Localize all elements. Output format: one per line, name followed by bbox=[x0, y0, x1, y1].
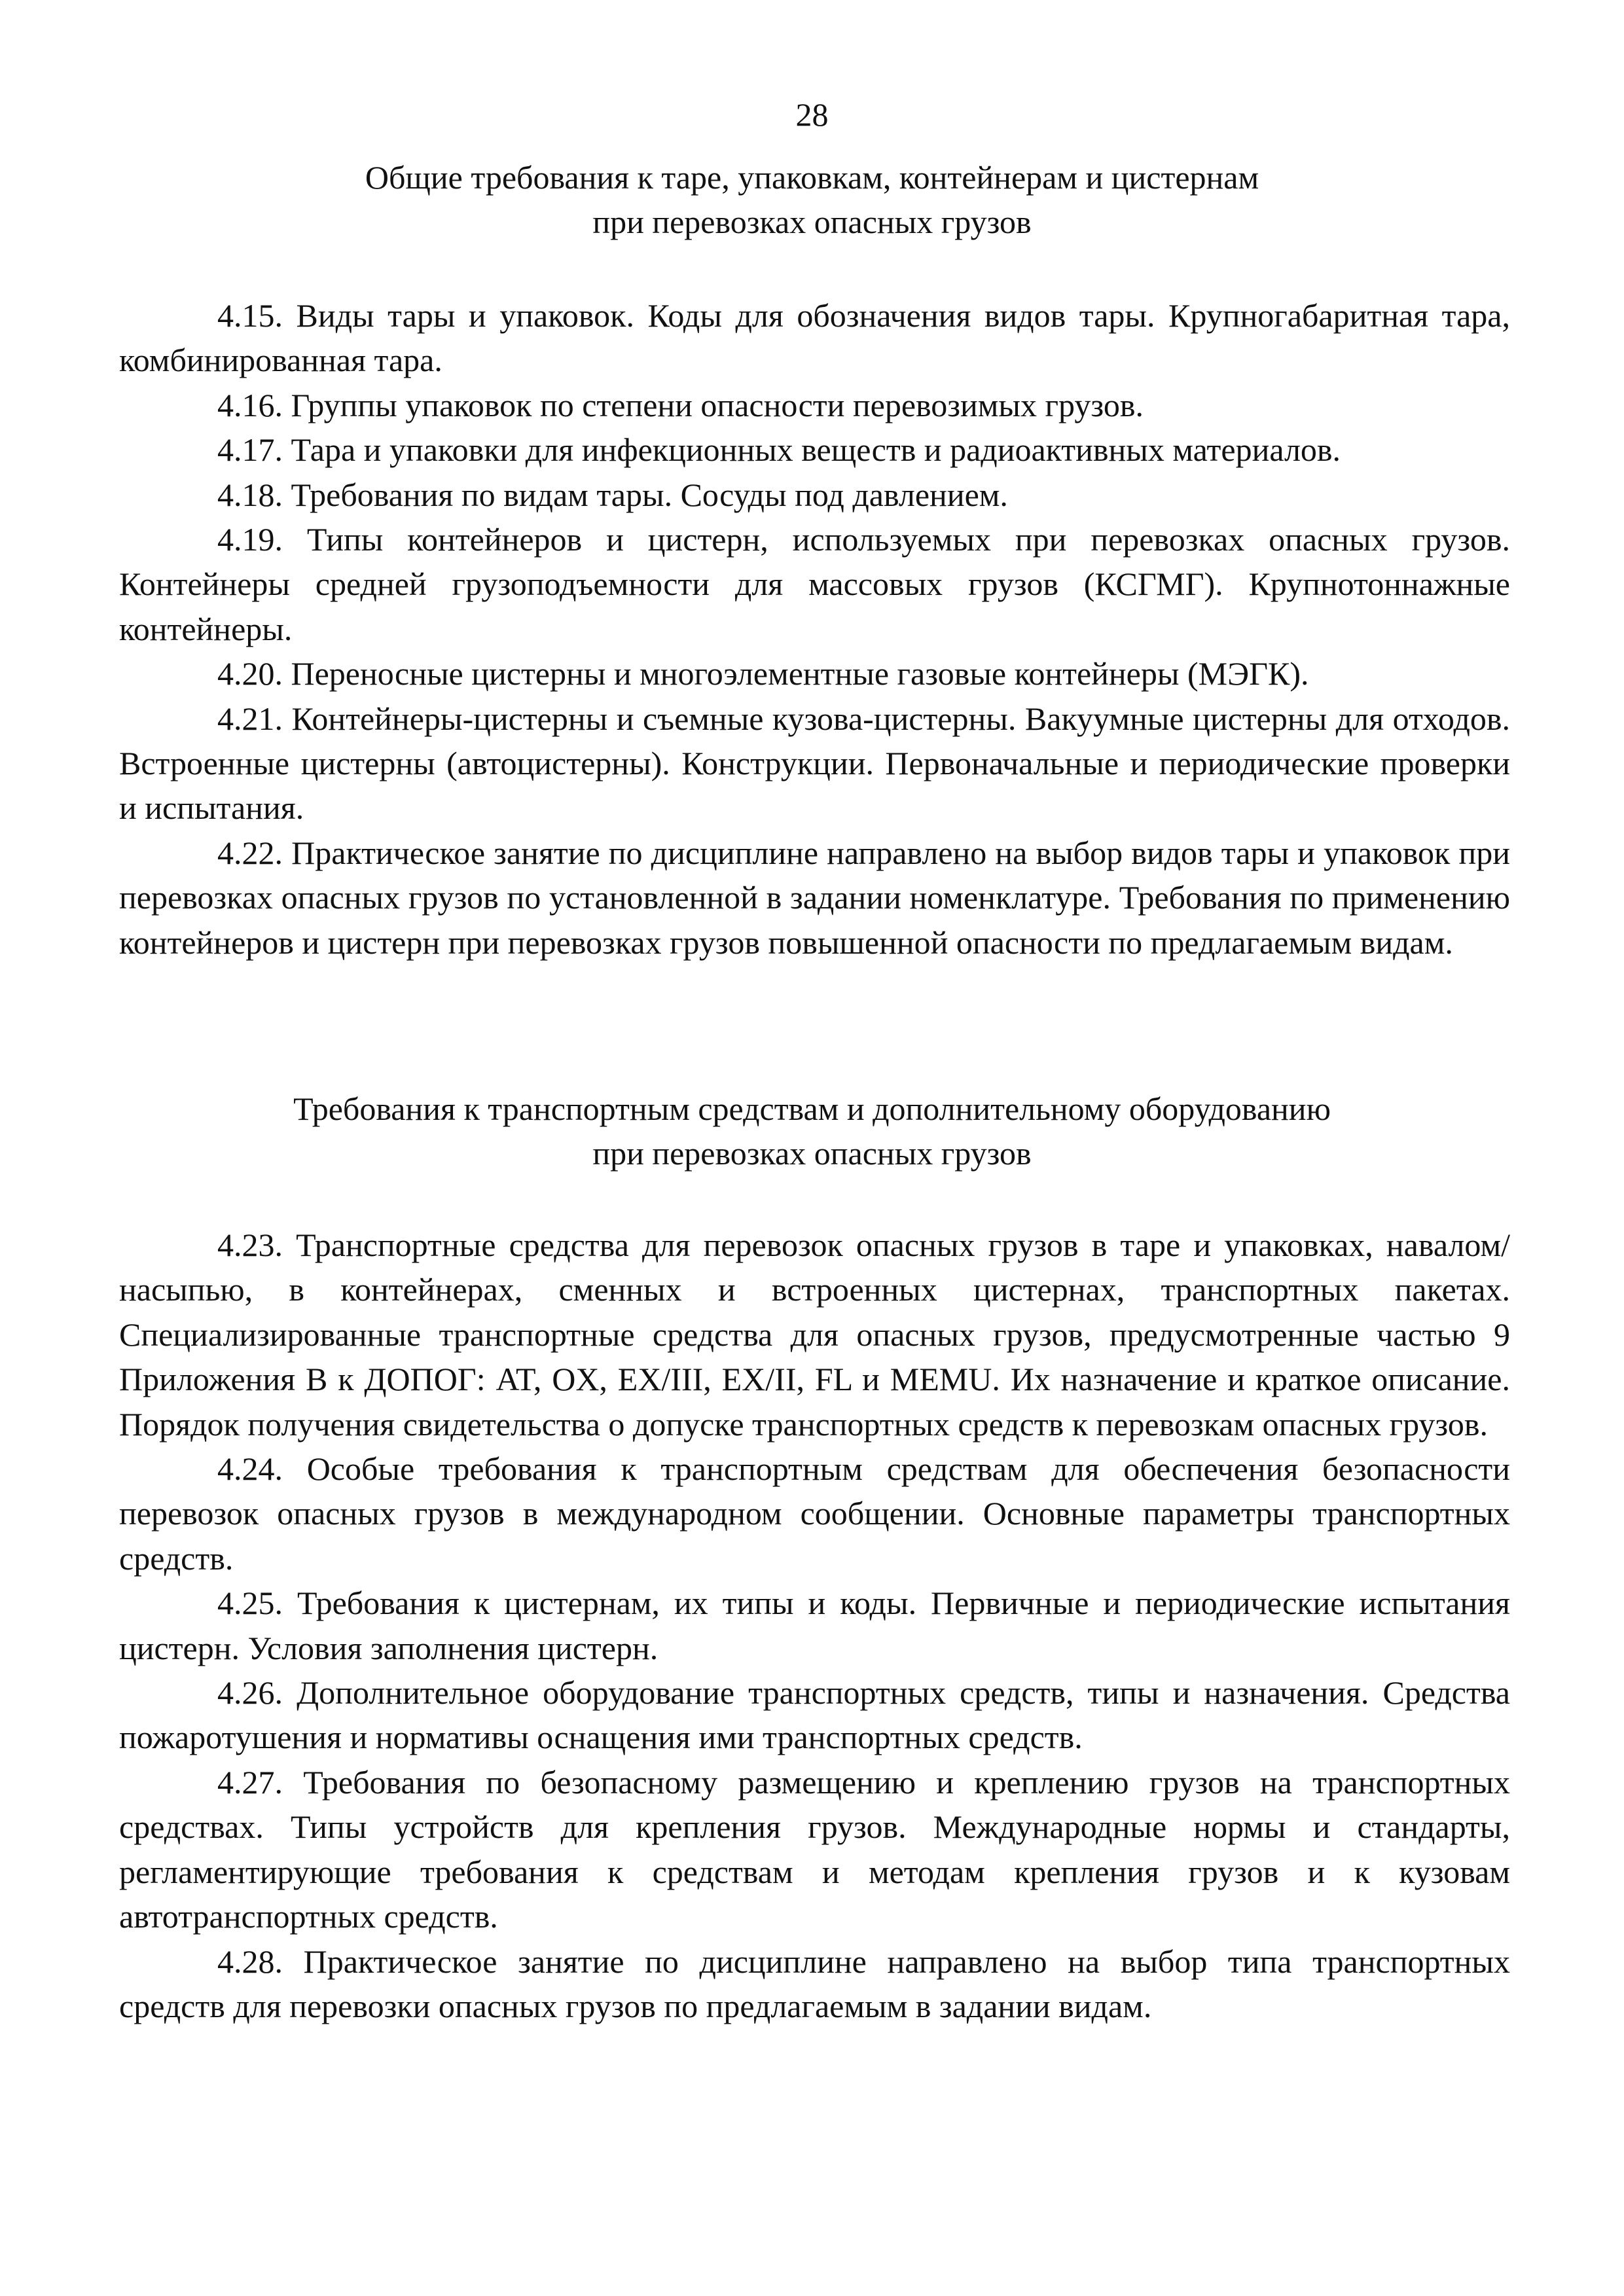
list-item: 4.27. Требования по безопасному размещению и креплению грузов на транспортных средствах. Типы устройств для крепления грузов. Международные нормы и стандарты, регламентирующие требования к средствам и методам крепления грузов и к кузовам автотранспортных средств. bbox=[119, 1763, 1510, 1935]
section-title-line: при перевозках опасных грузов bbox=[592, 204, 1032, 240]
list-item: 4.28. Практическое занятие по дисциплине направлено на выбор типа транспортных средств для перевозки опасных грузов по предлагаемым в задании видам. bbox=[119, 1943, 1510, 2024]
section-title-line: Требования к транспортным средствам и дополнительному оборудованию bbox=[293, 1090, 1331, 1127]
section-title-containers bbox=[0, 155, 1624, 244]
section-body-containers bbox=[119, 293, 1510, 965]
section-title-line: Общие требования к таре, упаковкам, контейнерам и цистернам bbox=[365, 159, 1259, 196]
list-item: 4.15. Виды тары и упаковок. Коды для обозначения видов тары. Крупногабаритная тара, комбинированная тара. bbox=[119, 297, 1510, 379]
list-item: 4.24. Особые требования к транспортным средствам для обеспечения безопасности перевозок опасных грузов в международном сообщении. Основные параметры транспортных средств. bbox=[119, 1450, 1510, 1577]
list-item: 4.25. Требования к цистернам, их типы и коды. Первичные и периодические испытания цистерн. Условия заполнения цистерн. bbox=[119, 1585, 1510, 1666]
list-item: 4.17. Тара и упаковки для инфекционных веществ и радиоактивных материалов. bbox=[217, 431, 1341, 469]
page-number: 28 bbox=[795, 96, 829, 133]
list-item: 4.18. Требования по видам тары. Сосуды под давлением. bbox=[217, 476, 1008, 513]
list-item: 4.22. Практическое занятие по дисциплине направлено на выбор видов тары и упаковок при перевозках опасных грузов по установленной в задании номенклатуре. Требования по применению контейнеров и цистерн при перевозках грузов повышенной опасности по предлагаемым видам. bbox=[119, 834, 1510, 961]
list-item: 4.19. Типы контейнеров и цистерн, используемых при перевозках опасных грузов. Контейнеры средней грузоподъемности для массовых грузов (КСГМГ). Крупнотоннажные контейнеры. bbox=[119, 521, 1510, 647]
list-item: 4.23. Транспортные средства для перевозок опасных грузов в таре и упаковках, навалом/насыпью, в контейнерах, сменных и встроенных цистернах, транспортных пакетах. Специализированные транспортные средства для опасных грузов, предусмотренные частью 9 Приложения В к ДОПОГ: AT, OX, EX/III, EX/II, FL и MEMU. Их назначение и краткое описание. Порядок получения свидетельства о допуске транспортных средств к перевозкам опасных грузов. bbox=[119, 1227, 1510, 1443]
section-title-line: при перевозках опасных грузов bbox=[592, 1135, 1032, 1172]
section-body-vehicles bbox=[119, 1223, 1510, 2028]
list-item: 4.21. Контейнеры-цистерны и съемные кузова-цистерны. Вакуумные цистерны для отходов. Встроенные цистерны (автоцистерны). Конструкции. Первоначальные и периодические проверки и испытания. bbox=[119, 700, 1510, 827]
list-item: 4.16. Группы упаковок по степени опасности перевозимых грузов. bbox=[217, 386, 1144, 423]
list-item: 4.26. Дополнительное оборудование транспортных средств, типы и назначения. Средства пожаротушения и нормативы оснащения ими транспортных средств. bbox=[119, 1674, 1510, 1756]
section-title-vehicles bbox=[0, 1086, 1624, 1175]
list-item: 4.20. Переносные цистерны и многоэлементные газовые контейнеры (МЭГК). bbox=[217, 655, 1309, 692]
